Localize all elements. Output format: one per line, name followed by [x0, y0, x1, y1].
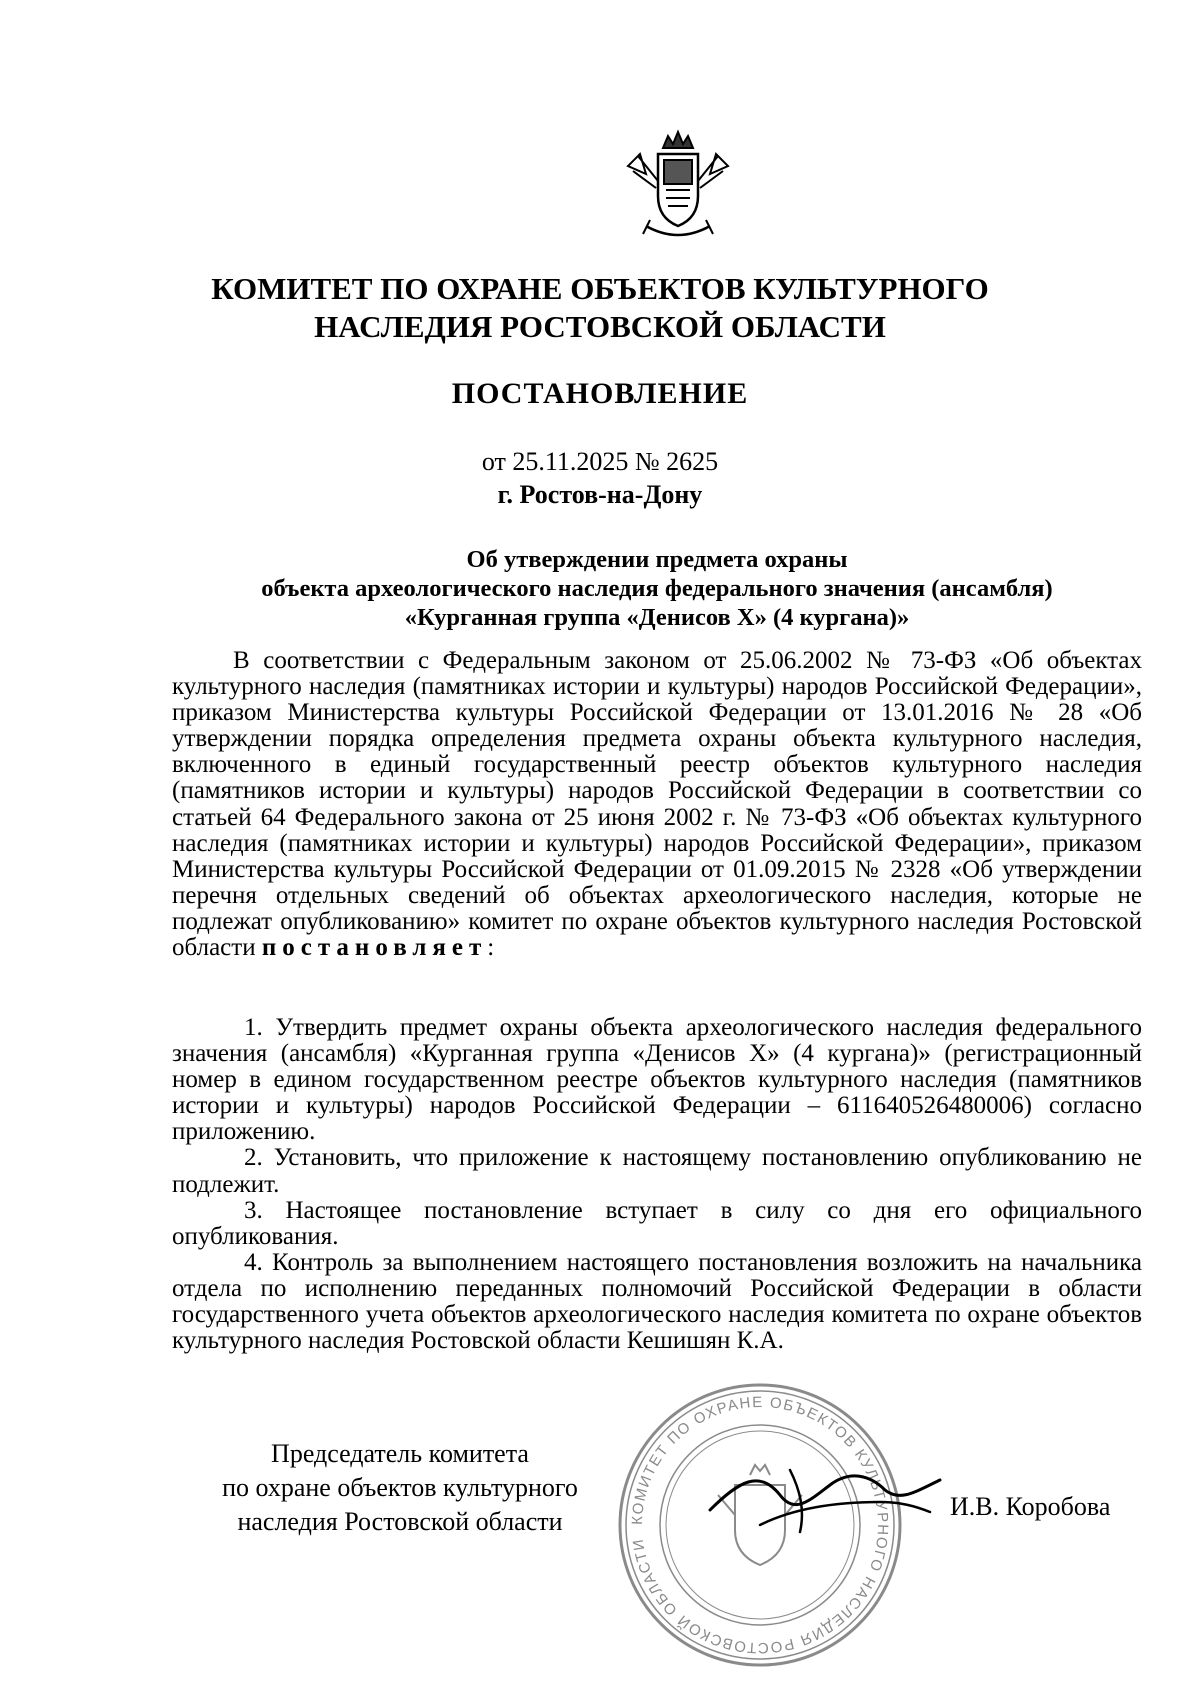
- signatory-position-line-2: по охране объектов культурного: [222, 1473, 578, 1502]
- seal-text: КОМИТЕТ ПО ОХРАНЕ ОБЪЕКТОВ КУЛЬТУРНОГО НАСЛЕДИЯ РОСТОВСКОЙ ОБЛАСТИ: [628, 1393, 892, 1657]
- decree-word: постановляет: [261, 934, 488, 962]
- preamble-text: В соответствии с Федеральным законом от 25.06.2002 № 73-ФЗ «Об объектах культурного наследия (памятниках истории и культуры) народов Российской Федерации», приказом Министерства культуры Российской Федерации от 13.01.2016 № 28 «Об утверждении порядка определения предмета охраны объекта культурного наследия, включенного в единый государственный реестр объектов культурного наследия (памятников истории и культуры) народов Российской Федерации в соответствии со статьей 64 Федерального закона от 25 июня 2002 г. № 73-ФЗ «Об объектах культурного наследия (памятниках истории и культуры) народов Российской Федерации», приказом Министерства культуры Российской Федерации от 01.09.2015 № 2328 «Об утверждении перечня отдельных сведений об объектах археологического наследия, которые не подлежат опубликованию» комитет по охране объектов культурного наследия Ростовской области: [172, 647, 1142, 962]
- subject-line-1: Об утверждении предмета охраны: [466, 546, 848, 573]
- handwritten-signature-icon: [700, 1440, 950, 1550]
- subject-line-2: объекта археологического наследия федерального значения (ансамбля): [261, 575, 1053, 602]
- decree-item: 3. Настоящее постановление вступает в силу со дня его официального опубликования.: [172, 1196, 1142, 1250]
- document-type: ПОСТАНОВЛЕНИЕ: [451, 377, 749, 410]
- city: г. Ростов-на-Дону: [497, 480, 703, 509]
- decree-item: 4. Контроль за выполнением настоящего постановления возложить на начальника отдела по исполнению переданных полномочий Российской Федерации в области государственного учета объектов археологического наследия комитета по охране объектов культурного наследия Ростовской области Кешишян К.А.: [172, 1248, 1142, 1355]
- decree-items: [172, 1015, 1142, 1354]
- subject-line-3: «Курганная группа «Денисов Х» (4 кургана)»: [404, 604, 910, 631]
- signatory-name: И.В. Коробова: [950, 1492, 1111, 1521]
- signatory-position-line-1: Председатель комитета: [271, 1439, 529, 1468]
- decree-item: 2. Установить, что приложение к настоящему постановлению опубликованию не подлежит.: [172, 1144, 1142, 1198]
- organization-title-line-1: КОМИТЕТ ПО ОХРАНЕ ОБЪЕКТОВ КУЛЬТУРНОГО: [211, 271, 989, 306]
- date-and-number: от 25.11.2025 № 2625: [481, 447, 719, 476]
- organization-title-line-2: НАСЛЕДИЯ РОСТОВСКОЙ ОБЛАСТИ: [314, 309, 886, 344]
- preamble-colon: :: [487, 934, 495, 962]
- preamble-paragraph: [172, 648, 1142, 961]
- coat-of-arms-icon: [618, 126, 738, 246]
- signatory-position-line-3: наследия Ростовской области: [237, 1507, 563, 1536]
- decree-item: 1. Утвердить предмет охраны объекта археологического наследия федерального значения (ансамбля) «Курганная группа «Денисов Х» (4 кургана)» (регистрационный номер в едином государственном реестре объектов культурного наследия (памятников истории и культуры) народов Российской Федерации – 611640526480006) согласно приложению.: [172, 1014, 1142, 1146]
